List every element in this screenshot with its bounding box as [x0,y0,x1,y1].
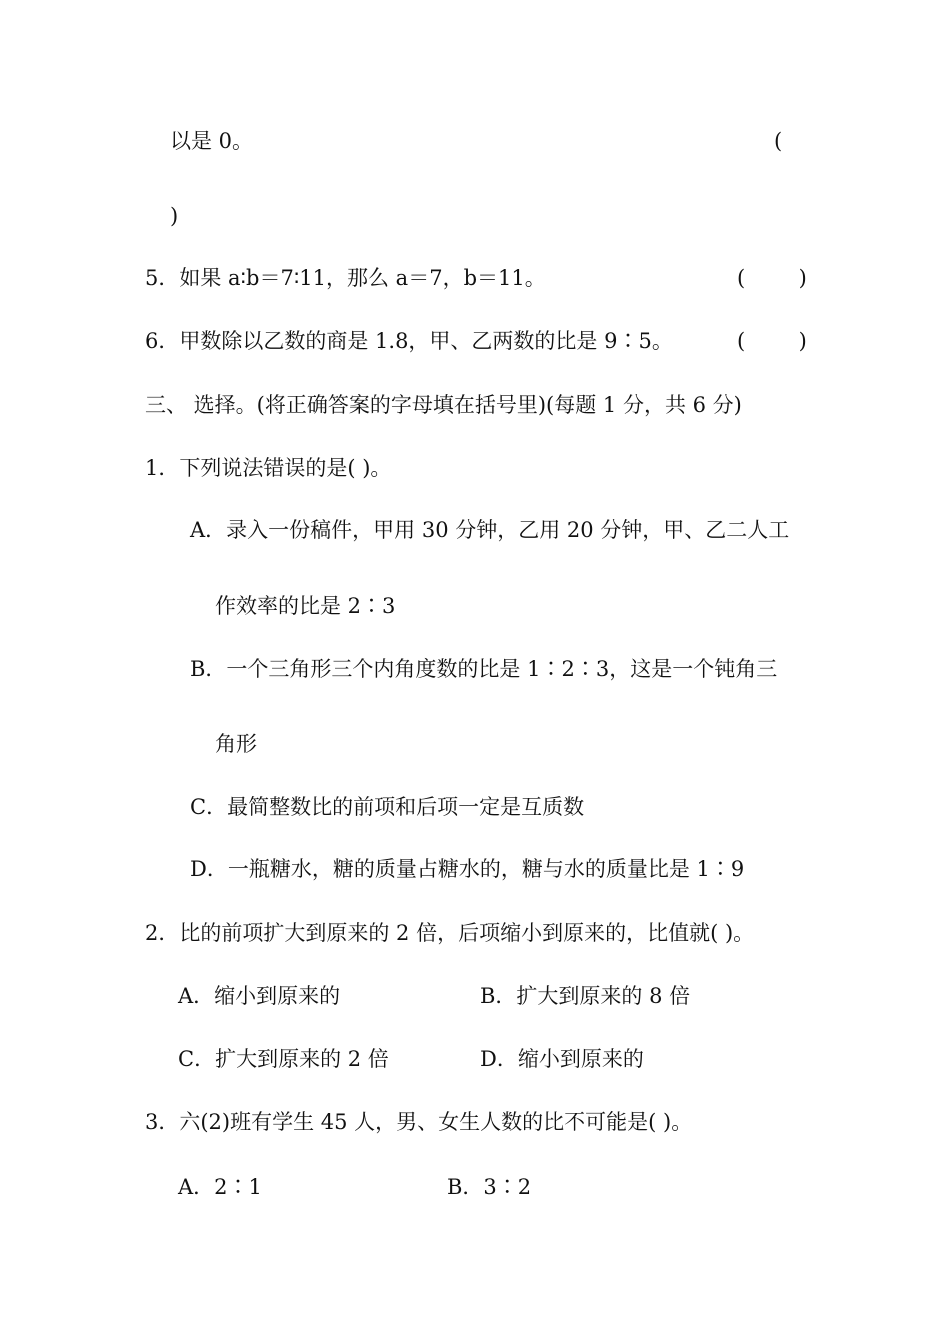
answer-paren-5: ( ) [737,266,807,290]
choice-question-2: 2．比的前项扩大到原来的 2 倍，后项缩小到原来的，比值就( )。 [145,921,755,945]
q1-option-d: D．一瓶糖水，糖的质量占糖水的，糖与水的质量比是 1∶9 [190,857,745,881]
answer-paren-close: ) [170,204,179,228]
section-heading-3: 三、 选择。(将正确答案的字母填在括号里)(每题 1 分，共 6 分) [145,393,742,417]
q1-option-c: C．最简整数比的前项和后项一定是互质数 [190,795,585,819]
answer-paren-open: ( [774,129,783,153]
judgement-item-5: 5．如果 a∶b＝7∶11，那么 a＝7，b＝11。 [145,266,546,290]
answer-paren-6: ( ) [737,329,807,353]
q1-option-a-continuation: 作效率的比是 2∶3 [215,594,396,618]
q3-option-b: B．3∶2 [447,1175,532,1199]
q1-option-b-continuation: 角形 [215,732,257,756]
q2-option-b: B．扩大到原来的 8 倍 [480,984,691,1008]
q2-option-d: D．缩小到原来的 [480,1047,644,1071]
choice-question-3: 3．六(2)班有学生 45 人，男、女生人数的比不可能是( )。 [145,1110,693,1134]
choice-question-1: 1．下列说法错误的是( )。 [145,456,392,480]
q1-option-b: B．一个三角形三个内角度数的比是 1∶2∶3，这是一个钝角三 [190,657,778,681]
judgement-item-6: 6．甲数除以乙数的商是 1.8，甲、乙两数的比是 9∶5。 [145,329,673,353]
q3-option-a: A．2∶1 [178,1175,262,1199]
q2-option-a: A．缩小到原来的 [178,984,341,1008]
q2-option-c: C．扩大到原来的 2 倍 [178,1047,389,1071]
q1-option-a: A．录入一份稿件，甲用 30 分钟，乙用 20 分钟，甲、乙二人工 [190,518,790,542]
item-4-continuation: 以是 0。 [170,129,254,153]
